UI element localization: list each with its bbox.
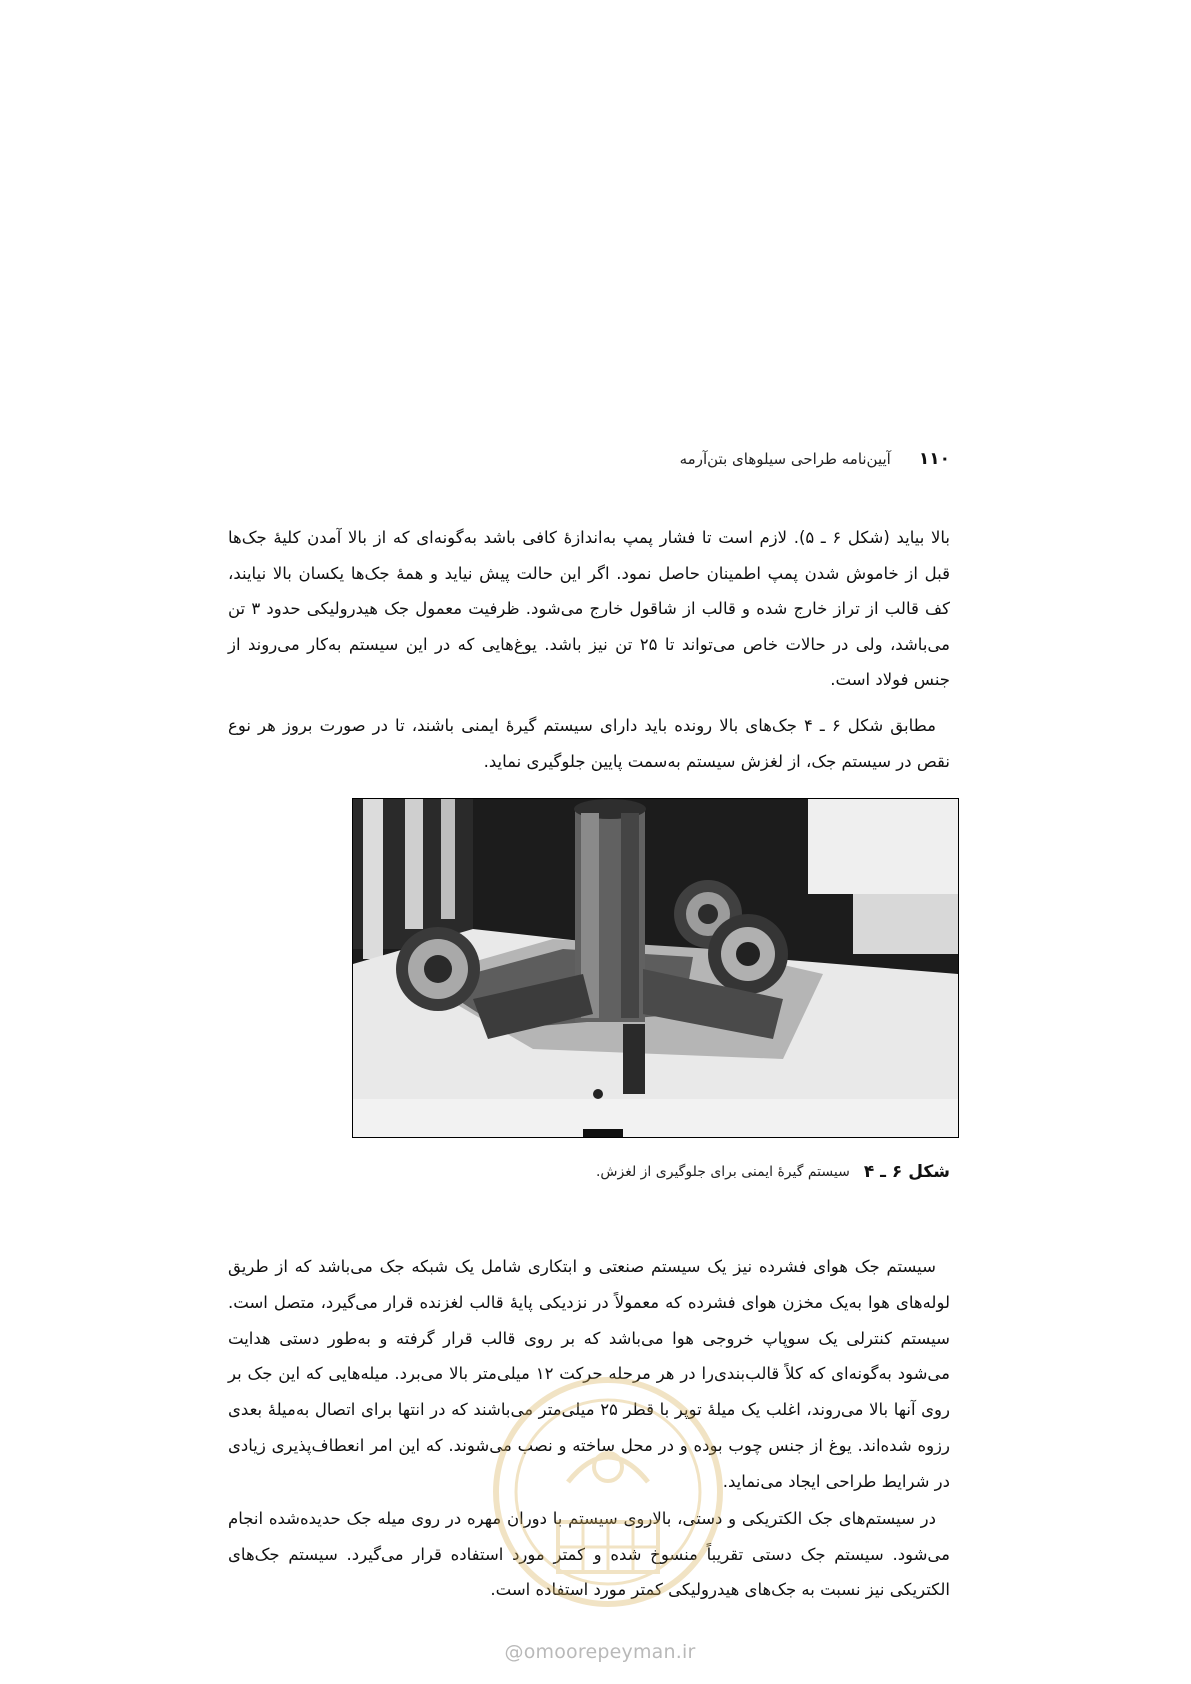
safety-clamp-photo xyxy=(353,799,958,1137)
paragraph-4: در سیستم‌های جک الکتریکی و دستی، بالاروی سیستم با دوران مهره در روی میله جک حدیده‌شده انجام می‌شود. سیستم جک دستی تقریباً منسوخ شده و کمتر مورد استفاده قرار می‌گیرد. سیستم جک‌های الکتریکی نیز نسبت به جک‌های هیدرولیکی کمتر مورد استفاده است. xyxy=(228,1509,950,1599)
paragraph-3: سیستم جک هوای فشرده نیز یک سیستم صنعتی و ابتکاری شامل یک شبکه جک می‌باشد که از طریق لوله‌های هوا به‌یک مخزن هوای فشرده که معمولاً در نزدیکی پایهٔ قالب لغزنده قرار می‌گیرد، متصل است. سیستم کنترلی یک سوپاپ خروجی هوا می‌باشد که بر روی قالب قرار گرفته و به‌طور دستی هدایت می‌شود به‌گونه‌ای که کلاً قالب‌بندی‌را در هر مرحله حرکت ۱۲ میلی‌متر بالا می‌برد. میله‌هایی که این جک بر روی آنها بالا می‌روند، اغلب یک میلهٔ توپر با قطر ۲۵ میلی‌متر می‌باشند که در انتها برای اتصال به‌میلهٔ بعدی رزوه شده‌اند. یوغ از جنس چوب بوده و در محل ساخته و نصب می‌شوند. که این امر انعطاف‌پذیری زیادی در شرایط طراحی ایجاد می‌نماید. xyxy=(228,1257,950,1491)
paragraph-2: مطابق شکل ۶ ـ ۴ جک‌های بالا رونده باید دارای سیستم گیرهٔ ایمنی باشند، تا در صورت بروز هر نوع نقص در سیستم جک، از لغزش سیستم به‌سمت پایین جلوگیری نماید. xyxy=(228,716,950,771)
page-number: ۱۱۰ xyxy=(918,449,950,469)
figure-caption xyxy=(560,1157,950,1187)
figure-label: شکل ۶ ـ ۴ xyxy=(863,1162,950,1182)
running-title: آیین‌نامه طراحی سیلوهای بتن‌آرمه xyxy=(679,450,891,468)
page-header xyxy=(600,444,950,474)
paragraph-1: بالا بیاید (شکل ۶ ـ ۵). لازم است تا فشار پمپ به‌اندازهٔ کافی باشد به‌گونه‌ای که از بالا آمدن کلیهٔ جک‌ها قبل از خاموش شدن پمپ اطمینان حاصل نمود. اگر این حالت پیش نیاید و همهٔ جک‌ها یکسان بالا نیایند، کف قالب از تراز خارج شده و قالب از شاقول خارج می‌شود. ظرفیت معمول جک هیدرولیکی حدود ۳ تن می‌باشد، ولی در حالات خاص می‌تواند تا ۲۵ تن نیز باشد. یوغ‌هایی که در این سیستم به‌کار می‌روند از جنس فولاد است. xyxy=(228,528,950,689)
figure-caption-text: سیستم گیرهٔ ایمنی برای جلوگیری از لغزش. xyxy=(595,1164,850,1180)
watermark-url: @omoorepeyman.ir xyxy=(504,1641,696,1663)
figure-photo xyxy=(352,798,959,1138)
